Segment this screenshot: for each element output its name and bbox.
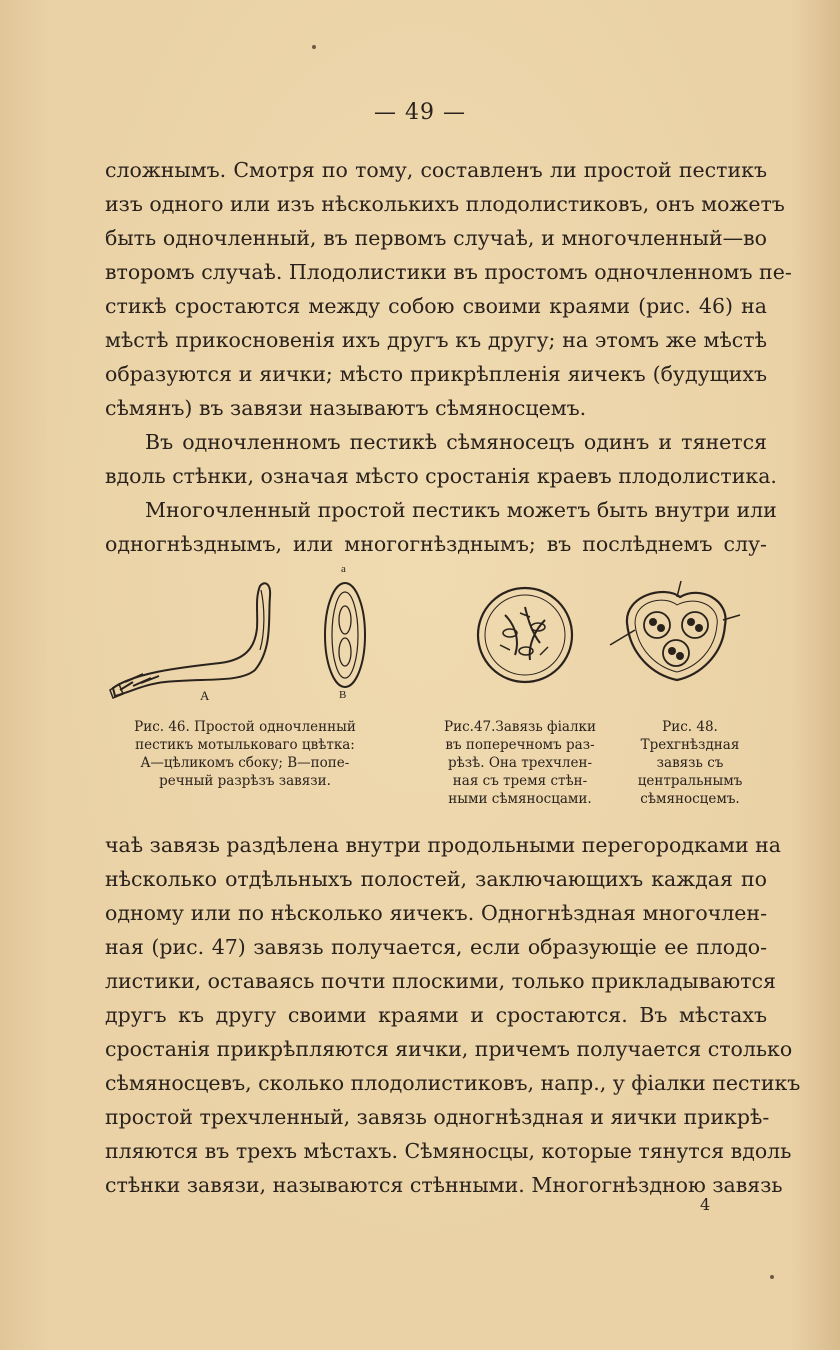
paper-speck (770, 1275, 774, 1279)
caption-line: сѣмяносцемъ. (640, 791, 740, 807)
text-line: Многочленный простой пестикъ можетъ быть внутри или (145, 498, 777, 522)
text-line: стикѣ сростаются между собою своими краями (рис. 46) на (105, 294, 767, 318)
figure-46-label-b: B (339, 689, 347, 701)
figure-48-trilocular-ovary (605, 575, 745, 695)
text-line: Въ одночленномъ пестикѣ сѣмяносецъ одинъ и тянется (145, 430, 767, 454)
caption-line: Трехгнѣздная (640, 737, 740, 753)
caption-line: ная съ тремя стѣн- (452, 773, 588, 789)
figure-46b-ovary-section (315, 560, 375, 700)
paper-speck (312, 45, 316, 49)
figure-46-caption (105, 718, 385, 790)
signature-number: 4 (700, 1195, 711, 1214)
text-line: другъ къ другу своими краями и сростаются. Въ мѣстахъ (105, 1003, 767, 1027)
text-line: второмъ случаѣ. Плодолистики въ простомъ одночленномъ пе- (105, 260, 792, 284)
text-line: ная (рис. 47) завязь получается, если образующіе ее плодо- (105, 935, 767, 959)
text-line: сѣмянъ) въ завязи называютъ сѣмяносцемъ. (105, 396, 587, 420)
text-line: нѣсколько отдѣльныхъ полостей, заключающихъ каждая по (105, 867, 767, 891)
text-line: сростанія прикрѣпляются яички, причемъ получается столько (105, 1037, 793, 1061)
figure-46-label-top: a (341, 563, 346, 575)
caption-line: центральнымъ (637, 773, 743, 789)
text-line: вдоль стѣнки, означая мѣсто сростанія краевъ плодолистика. (105, 464, 777, 488)
text-line: мѣстѣ прикосновенія ихъ другъ къ другу; на этомъ же мѣстѣ (105, 328, 767, 352)
text-line: изъ одного или изъ нѣсколькихъ плодолистиковъ, онъ можетъ (105, 192, 785, 216)
figure-47-caption (430, 718, 610, 808)
caption-line: Рис.47.Завязь фіалки (444, 719, 596, 735)
text-line: одному или по нѣсколько яичекъ. Одногнѣздная многочлен- (105, 901, 767, 925)
caption-line: рѣзѣ. Она трехчлен- (447, 755, 593, 771)
text-line: чаѣ завязь раздѣлена внутри продольными перегородками на (105, 833, 782, 857)
figure-47-violet-ovary (470, 585, 580, 690)
text-line: пляются въ трехъ мѣстахъ. Сѣмяносцы, которые тянутся вдоль (105, 1139, 792, 1163)
caption-line: речный разрѣзъ завязи. (159, 773, 331, 789)
text-line: образуются и яички; мѣсто прикрѣпленія яичекъ (будущихъ (105, 362, 767, 386)
text-line: стѣнки завязи, называются стѣнными. Многогнѣздною завязь (105, 1173, 783, 1197)
text-line: сложнымъ. Смотря по тому, составленъ ли простой пестикъ (105, 158, 767, 182)
page-number: — 49 — (374, 100, 466, 125)
caption-line: въ поперечномъ раз- (445, 737, 595, 753)
text-line: листики, оставаясь почти плоскими, только прикладываются (105, 969, 776, 993)
caption-line: ными сѣмяносцами. (448, 791, 592, 807)
caption-line: Рис. 48. (662, 719, 718, 735)
figure-46-label-a: A (200, 688, 210, 703)
caption-line: пестикъ мотыльковаго цвѣтка: (135, 737, 355, 753)
figure-46a-pistil-illustration (105, 578, 280, 703)
text-line: сѣмяносцевъ, сколько плодолистиковъ, напр., у фіалки пестикъ (105, 1071, 801, 1095)
caption-line: завязь съ (656, 755, 724, 771)
caption-line: A—цѣликомъ сбоку; B—попе- (140, 755, 350, 771)
text-line: одногнѣзднымъ, или многогнѣзднымъ; въ послѣднемъ слу- (105, 532, 767, 556)
figure-48-caption (625, 718, 755, 808)
caption-line: Рис. 46. Простой одночленный (134, 719, 356, 735)
text-line: простой трехчленный, завязь одногнѣздная и яички прикрѣ- (105, 1105, 770, 1129)
text-line: быть одночленный, въ первомъ случаѣ, и многочленный—во (105, 226, 767, 250)
